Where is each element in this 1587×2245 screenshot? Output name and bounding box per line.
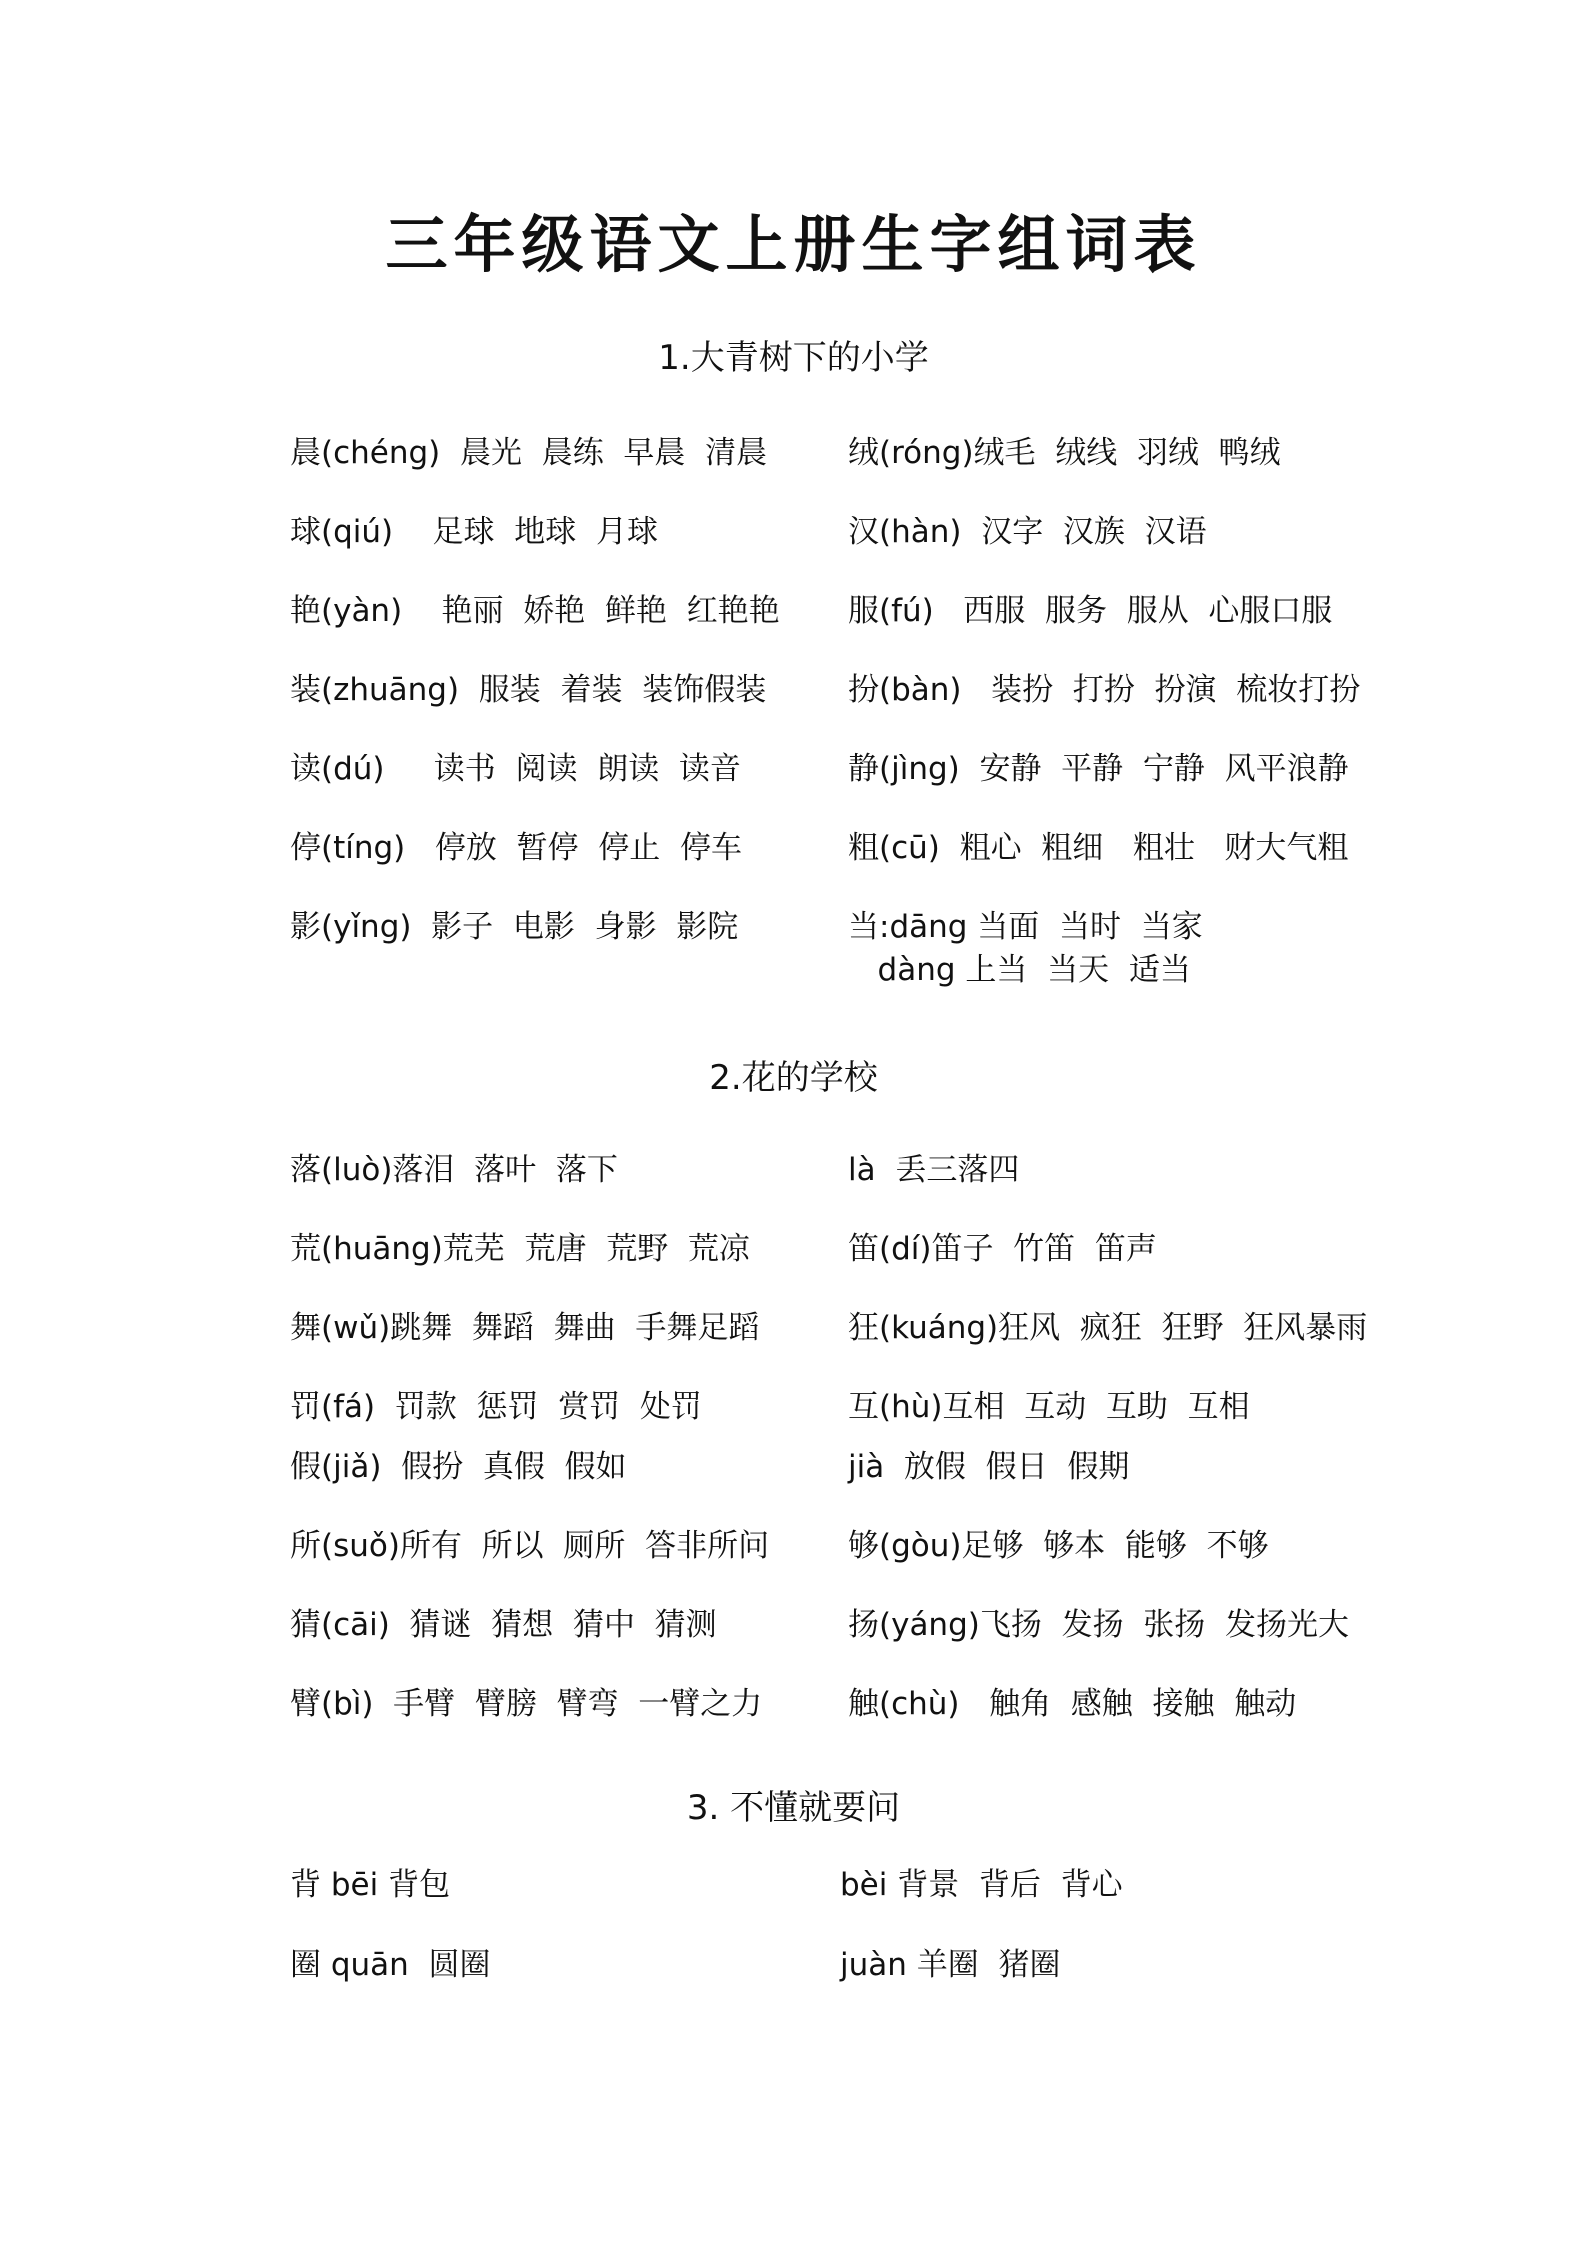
word-line: 猜(cāi) 猜谜 猜想 猜中 猜测 bbox=[290, 1607, 717, 1643]
word-line: 装(zhuāng) 服装 着装 装饰假装 bbox=[290, 672, 767, 708]
word-line: 晨(chéng) 晨光 晨练 早晨 清晨 bbox=[290, 435, 768, 471]
word-line: 读(dú) 读书 阅读 朗读 读音 bbox=[290, 751, 741, 787]
section-heading-1: 1.大青树下的小学 bbox=[658, 338, 929, 378]
word-line: 落(luò)落泪 落叶 落下 bbox=[290, 1152, 618, 1188]
word-line: 笛(dí)笛子 竹笛 笛声 bbox=[848, 1231, 1157, 1267]
word-line: là 丢三落四 bbox=[848, 1152, 1020, 1188]
word-line: dàng 上当 当天 适当 bbox=[848, 952, 1191, 988]
word-line: 艳(yàn) 艳丽 娇艳 鲜艳 红艳艳 bbox=[290, 593, 780, 629]
word-line: 狂(kuáng)狂风 疯狂 狂野 狂风暴雨 bbox=[848, 1310, 1368, 1346]
word-line: 绒(róng)绒毛 绒线 羽绒 鸭绒 bbox=[848, 435, 1281, 471]
word-line: 服(fú) 西服 服务 服从 心服口服 bbox=[848, 593, 1333, 629]
word-line: 荒(huāng)荒芜 荒唐 荒野 荒凉 bbox=[290, 1231, 750, 1267]
section-heading-2: 2.花的学校 bbox=[709, 1058, 878, 1098]
word-line: 所(suǒ)所有 所以 厕所 答非所问 bbox=[290, 1528, 770, 1564]
document-title: 三年级语文上册生字组词表 bbox=[385, 208, 1202, 281]
word-line: 扬(yáng)飞扬 发扬 张扬 发扬光大 bbox=[848, 1607, 1349, 1643]
word-line: 停(tíng) 停放 暂停 停止 停车 bbox=[290, 830, 742, 866]
word-line: 背 bēi 背包 bbox=[290, 1867, 451, 1903]
word-line: 够(gòu)足够 够本 能够 不够 bbox=[848, 1528, 1269, 1564]
word-line: 扮(bàn) 装扮 打扮 扮演 梳妆打扮 bbox=[848, 672, 1361, 708]
word-line: 舞(wǔ)跳舞 舞蹈 舞曲 手舞足蹈 bbox=[290, 1310, 760, 1346]
word-line: 假(jiǎ) 假扮 真假 假如 bbox=[290, 1449, 627, 1485]
word-line: 影(yǐng) 影子 电影 身影 影院 bbox=[290, 909, 739, 945]
word-line: 圈 quān 圆圈 bbox=[290, 1947, 491, 1983]
word-line: 粗(cū) 粗心 粗细 粗壮 财大气粗 bbox=[848, 830, 1349, 866]
section-heading-3: 3. 不懂就要问 bbox=[686, 1788, 901, 1828]
word-line: 互(hù)互相 互动 互助 互相 bbox=[848, 1389, 1250, 1425]
word-line: juàn 羊圈 猪圈 bbox=[840, 1947, 1061, 1983]
word-line: 臂(bì) 手臂 臂膀 臂弯 一臂之力 bbox=[290, 1686, 763, 1722]
word-line: jià 放假 假日 假期 bbox=[848, 1449, 1130, 1485]
word-line: 汉(hàn) 汉字 汉族 汉语 bbox=[848, 514, 1207, 550]
word-line: 当:dāng 当面 当时 当家 bbox=[848, 909, 1203, 945]
word-line: 罚(fá) 罚款 惩罚 赏罚 处罚 bbox=[290, 1389, 702, 1425]
word-line: 触(chù) 触角 感触 接触 触动 bbox=[848, 1686, 1297, 1722]
word-line: 静(jìng) 安静 平静 宁静 风平浪静 bbox=[848, 751, 1349, 787]
word-line: 球(qiú) 足球 地球 月球 bbox=[290, 514, 658, 550]
word-line: bèi 背景 背后 背心 bbox=[840, 1867, 1123, 1903]
